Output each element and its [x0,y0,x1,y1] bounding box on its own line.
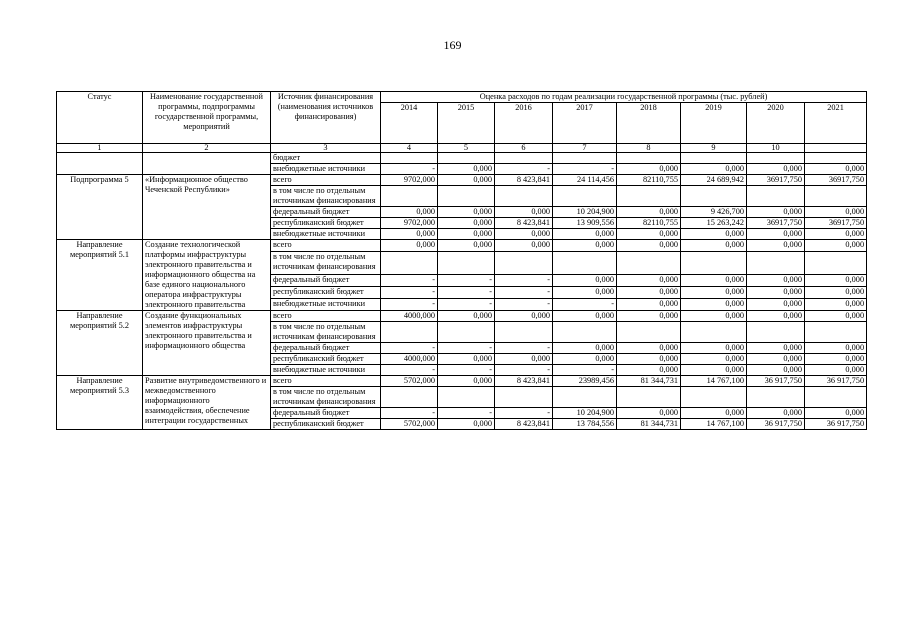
value-cell: 0,000 [805,274,867,286]
value-cell [381,252,438,275]
column-number: 6 [495,144,553,153]
table-row [57,376,867,387]
row-source: республиканский бюджет [271,354,381,365]
value-cell: 0,000 [747,298,805,310]
value-cell: 14 767,100 [681,419,747,430]
value-cell: 10 204,900 [553,408,617,419]
value-cell: 0,000 [617,354,681,365]
header-status: Статус [57,92,143,144]
row-source: республиканский бюджет [271,286,381,298]
column-number: 10 [747,144,805,153]
value-cell: 82110,755 [617,175,681,186]
value-cell [553,186,617,207]
row-source: федеральный бюджет [271,343,381,354]
value-cell: 0,000 [617,207,681,218]
row-source: всего [271,376,381,387]
value-cell [495,153,553,164]
value-cell: 0,000 [438,207,495,218]
value-cell: 0,000 [438,354,495,365]
column-number [805,144,867,153]
value-cell: 0,000 [805,298,867,310]
row-name: Создание функциональных элементов инфраструктуры электронного правительства и информационного общества [143,311,271,376]
value-cell [438,252,495,275]
value-cell: 0,000 [805,240,867,252]
value-cell: - [438,286,495,298]
value-cell [617,153,681,164]
value-cell: 23989,456 [553,376,617,387]
value-cell: 9702,000 [381,175,438,186]
value-cell: 0,000 [617,343,681,354]
value-cell [438,322,495,343]
table-header [57,92,867,153]
value-cell [381,153,438,164]
value-cell: - [438,365,495,376]
header-year: 2016 [495,103,553,144]
value-cell [617,387,681,408]
column-number: 9 [681,144,747,153]
row-status [57,153,143,175]
value-cell: - [495,365,553,376]
value-cell: 0,000 [805,286,867,298]
value-cell: 36 917,750 [747,419,805,430]
value-cell: 0,000 [617,240,681,252]
value-cell: - [438,343,495,354]
value-cell: 36917,750 [747,175,805,186]
row-source: федеральный бюджет [271,207,381,218]
value-cell: - [381,286,438,298]
value-cell: 36 917,750 [805,419,867,430]
table-row [57,153,867,164]
page-number: 169 [443,38,462,52]
column-number: 1 [57,144,143,153]
value-cell: 0,000 [438,229,495,240]
value-cell [681,252,747,275]
row-name: Развитие внутриведомственного и межведомственного информационного взаимодействия, обеспечение интеграции государственных [143,376,271,430]
value-cell: 0,000 [805,343,867,354]
header-year: 2019 [681,103,747,144]
value-cell: 81 344,731 [617,419,681,430]
row-source: в том числе по отдельным источникам финансирования [271,252,381,275]
value-cell: 0,000 [438,419,495,430]
value-cell [553,153,617,164]
header-year: 2018 [617,103,681,144]
value-cell: 0,000 [495,311,553,322]
value-cell: 0,000 [495,229,553,240]
value-cell: 8 423,841 [495,218,553,229]
value-cell: 36917,750 [747,218,805,229]
column-number: 2 [143,144,271,153]
value-cell [805,252,867,275]
value-cell: 0,000 [553,240,617,252]
value-cell [617,186,681,207]
value-cell: 0,000 [381,207,438,218]
value-cell: 0,000 [495,354,553,365]
value-cell [747,153,805,164]
value-cell: - [553,164,617,175]
value-cell: 82110,755 [617,218,681,229]
value-cell [805,186,867,207]
row-source: бюджет [271,153,381,164]
value-cell [805,322,867,343]
table-row [57,311,867,322]
value-cell [553,252,617,275]
value-cell [553,387,617,408]
value-cell: 8 423,841 [495,419,553,430]
value-cell: 0,000 [553,274,617,286]
value-cell: 0,000 [681,343,747,354]
value-cell: 0,000 [681,408,747,419]
value-cell [617,322,681,343]
column-number: 8 [617,144,681,153]
value-cell: 0,000 [438,240,495,252]
value-cell: 0,000 [747,408,805,419]
value-cell [805,153,867,164]
value-cell: - [438,408,495,419]
value-cell: 0,000 [438,311,495,322]
value-cell [438,186,495,207]
value-cell: 36917,750 [805,175,867,186]
value-cell: 0,000 [438,218,495,229]
value-cell: 0,000 [681,229,747,240]
value-cell: 0,000 [747,240,805,252]
value-cell [747,387,805,408]
header-year: 2017 [553,103,617,144]
value-cell [747,186,805,207]
value-cell: 4000,000 [381,354,438,365]
value-cell: 0,000 [805,354,867,365]
row-source: всего [271,311,381,322]
value-cell: - [381,408,438,419]
value-cell [495,387,553,408]
value-cell [681,153,747,164]
value-cell: 0,000 [495,207,553,218]
header-year: 2015 [438,103,495,144]
value-cell: 15 263,242 [681,218,747,229]
value-cell: 0,000 [617,229,681,240]
value-cell [381,186,438,207]
value-cell: 0,000 [681,164,747,175]
value-cell: 0,000 [553,286,617,298]
value-cell: - [438,298,495,310]
header-name: Наименование государственной программы, подпрограммы государственной программы, мероприятий [143,92,271,144]
value-cell: - [381,343,438,354]
value-cell: - [381,298,438,310]
value-cell: 13 909,556 [553,218,617,229]
row-source: всего [271,240,381,252]
value-cell [747,322,805,343]
value-cell [438,153,495,164]
row-source: в том числе по отдельным источникам финансирования [271,322,381,343]
column-number: 3 [271,144,381,153]
value-cell [381,322,438,343]
row-source: внебюджетные источники [271,298,381,310]
row-source: федеральный бюджет [271,274,381,286]
value-cell: 36 917,750 [747,376,805,387]
value-cell: - [495,286,553,298]
row-source: республиканский бюджет [271,218,381,229]
value-cell: 0,000 [805,311,867,322]
header-source: Источник финансирования (наименования источников финансирования) [271,92,381,144]
value-cell: 0,000 [681,354,747,365]
value-cell: 4000,000 [381,311,438,322]
value-cell: 0,000 [617,311,681,322]
value-cell [681,322,747,343]
value-cell [681,186,747,207]
value-cell: - [553,298,617,310]
value-cell: 0,000 [553,229,617,240]
value-cell: 14 767,100 [681,376,747,387]
value-cell: 0,000 [747,343,805,354]
value-cell: 0,000 [617,408,681,419]
column-number: 4 [381,144,438,153]
value-cell: 0,000 [381,240,438,252]
value-cell: 0,000 [805,365,867,376]
value-cell: 5702,000 [381,376,438,387]
value-cell: 5702,000 [381,419,438,430]
header-year: 2021 [805,103,867,144]
value-cell: 81 344,731 [617,376,681,387]
value-cell: 10 204,900 [553,207,617,218]
value-cell: 9 426,700 [681,207,747,218]
column-number: 7 [553,144,617,153]
value-cell: 0,000 [681,286,747,298]
value-cell: 0,000 [617,274,681,286]
row-name [143,153,271,175]
value-cell: 0,000 [617,164,681,175]
value-cell: - [495,164,553,175]
value-cell: 0,000 [553,354,617,365]
row-status: Направление мероприятий 5.2 [57,311,143,376]
value-cell: - [381,164,438,175]
value-cell: 0,000 [617,286,681,298]
value-cell: 0,000 [747,311,805,322]
value-cell [681,387,747,408]
table-row [57,175,867,186]
value-cell [495,252,553,275]
value-cell: 0,000 [805,207,867,218]
header-estimate: Оценка расходов по годам реализации государственной программы (тыс. рублей) [381,92,867,103]
value-cell: 0,000 [805,164,867,175]
row-status: Подпрограмма 5 [57,175,143,240]
value-cell: 0,000 [495,240,553,252]
value-cell: 0,000 [681,298,747,310]
row-status: Направление мероприятий 5.3 [57,376,143,430]
value-cell: 0,000 [381,229,438,240]
value-cell: 0,000 [553,311,617,322]
row-source: в том числе по отдельным источникам финансирования [271,186,381,207]
row-source: в том числе по отдельным источникам финансирования [271,387,381,408]
value-cell: - [495,343,553,354]
header-year: 2020 [747,103,805,144]
value-cell: 8 423,841 [495,175,553,186]
value-cell [617,252,681,275]
value-cell [747,252,805,275]
value-cell [495,322,553,343]
value-cell [805,387,867,408]
value-cell: 0,000 [681,240,747,252]
value-cell: 0,000 [617,298,681,310]
value-cell: - [495,408,553,419]
value-cell: - [553,365,617,376]
value-cell: 0,000 [805,408,867,419]
value-cell [553,322,617,343]
value-cell: - [438,274,495,286]
value-cell: 0,000 [747,164,805,175]
value-cell: 24 114,456 [553,175,617,186]
row-source: республиканский бюджет [271,419,381,430]
value-cell: 0,000 [438,376,495,387]
row-source: всего [271,175,381,186]
value-cell: 36 917,750 [805,376,867,387]
value-cell: 8 423,841 [495,376,553,387]
value-cell: - [495,274,553,286]
value-cell: 0,000 [747,354,805,365]
row-name: Создание технологической платформы инфраструктуры электронного правительства и информационного общества на базе единого национального оператора инфраструктуры электронного правительства [143,240,271,311]
value-cell: 0,000 [438,175,495,186]
value-cell: 0,000 [747,286,805,298]
value-cell: 13 784,556 [553,419,617,430]
value-cell: - [381,274,438,286]
header-year: 2014 [381,103,438,144]
row-source: внебюджетные источники [271,229,381,240]
value-cell: 0,000 [553,343,617,354]
value-cell: 0,000 [805,229,867,240]
row-name: «Информационное общество Чеченской Республики» [143,175,271,240]
table-row [57,240,867,252]
value-cell: 9702,000 [381,218,438,229]
row-source: внебюджетные источники [271,164,381,175]
table-body [57,153,867,430]
header-column-numbers [57,144,867,153]
value-cell: 0,000 [747,207,805,218]
value-cell: 0,000 [681,365,747,376]
value-cell: 36917,750 [805,218,867,229]
value-cell: 24 689,942 [681,175,747,186]
value-cell [381,387,438,408]
row-source: внебюджетные источники [271,365,381,376]
value-cell: 0,000 [438,164,495,175]
value-cell: 0,000 [681,274,747,286]
column-number: 5 [438,144,495,153]
value-cell: - [381,365,438,376]
row-source: федеральный бюджет [271,408,381,419]
value-cell: - [495,298,553,310]
value-cell: 0,000 [747,365,805,376]
value-cell: 0,000 [747,229,805,240]
value-cell: 0,000 [617,365,681,376]
row-status: Направление мероприятий 5.1 [57,240,143,311]
value-cell [438,387,495,408]
value-cell: 0,000 [747,274,805,286]
budget-table [56,91,867,430]
value-cell: 0,000 [681,311,747,322]
value-cell [495,186,553,207]
